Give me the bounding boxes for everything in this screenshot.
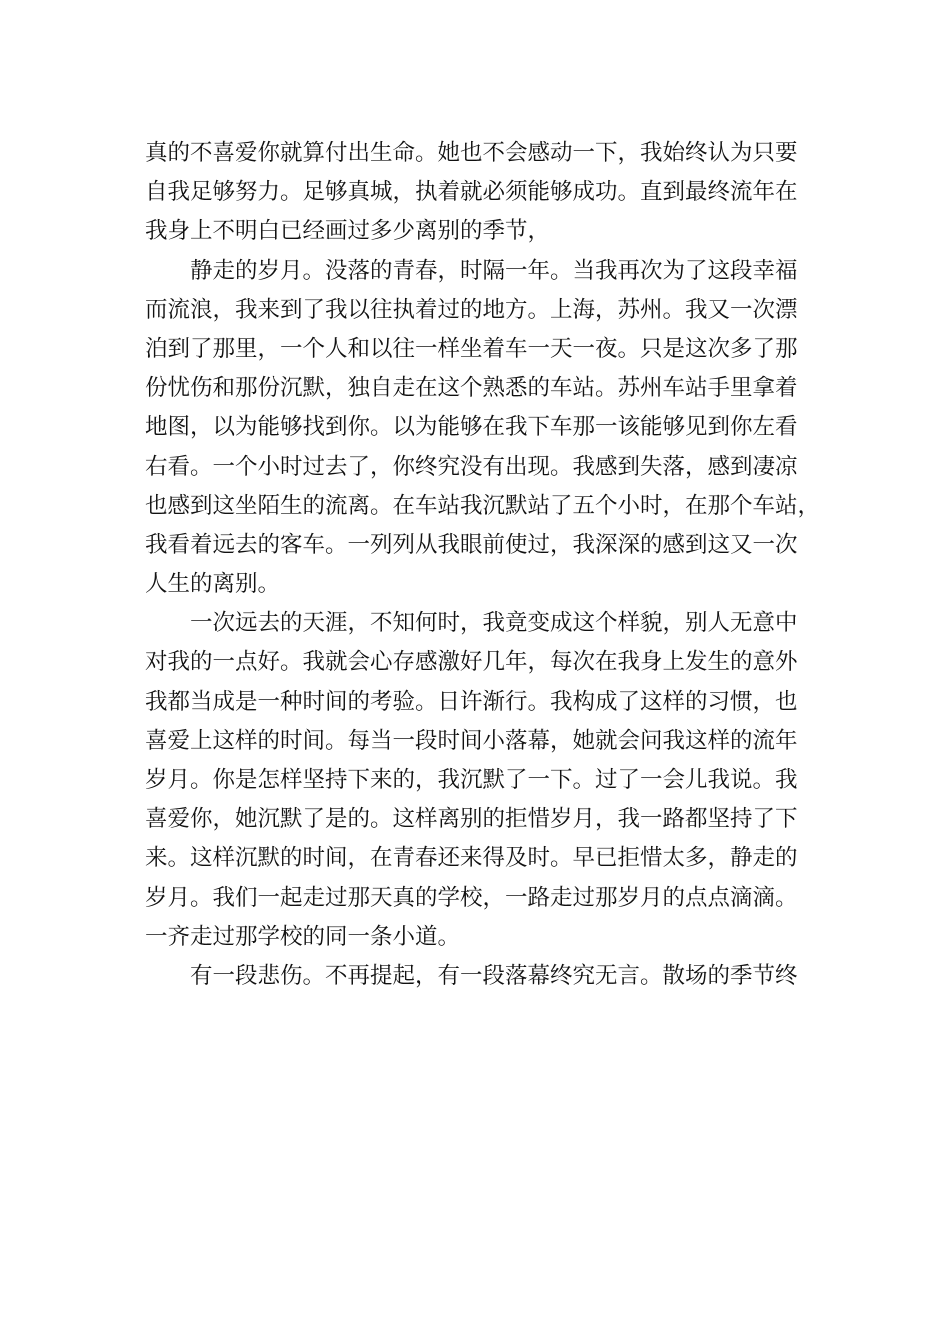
text-line: 泊到了那里，一个人和以往一样坐着车一天一夜。只是这次多了那 <box>145 335 798 362</box>
text-line: 我身上不明白已经画过多少离别的季节， <box>145 218 551 245</box>
text-line: 我看着远去的客车。一列列从我眼前使过，我深深的感到这又一次 <box>145 531 798 558</box>
text-line: 份忧伤和那份沉默，独自走在这个熟悉的车站。苏州车站手里拿着 <box>145 375 798 402</box>
text-line: 自我足够努力。足够真城，执着就必须能够成功。直到最终流年在 <box>145 179 798 206</box>
text-line: 喜爱上这样的时间。每当一段时间小落幕，她就会问我这样的流年 <box>145 727 798 754</box>
text-line: 来。这样沉默的时间，在青春还来得及时。早已拒惜太多，静走的 <box>145 845 798 872</box>
text-line: 我都当成是一种时间的考验。日许渐行。我构成了这样的习惯，也 <box>145 688 798 715</box>
text-line: 对我的一点好。我就会心存感激好几年，每次在我身上发生的意外 <box>145 649 798 676</box>
text-line: 而流浪，我来到了我以往执着过的地方。上海，苏州。我又一次漂 <box>145 296 798 323</box>
text-line: 喜爱你，她沉默了是的。这样离别的拒惜岁月，我一路都坚持了下 <box>145 806 798 833</box>
text-line: 真的不喜爱你就算付出生命。她也不会感动一下，我始终认为只要 <box>145 140 798 166</box>
paragraph-first-line: 一次远去的天涯，不知何时，我竟变成这个样貌，别人无意中 <box>190 610 798 637</box>
body-text <box>145 134 825 996</box>
paragraph-first-line: 静走的岁月。没落的青春，时隔一年。当我再次为了这段幸福 <box>190 257 798 284</box>
paragraph-first-line: 有一段悲伤。不再提起，有一段落幕终究无言。散场的季节终 <box>190 962 798 989</box>
text-line: 人生的离别。 <box>145 571 281 598</box>
text-line: 岁月。你是怎样坚持下来的，我沉默了一下。过了一会儿我说。我 <box>145 767 798 793</box>
text-line: 一齐走过那学校的同一条小道。 <box>145 923 461 950</box>
text-line: 地图，以为能够找到你。以为能够在我下车那一该能够见到你左看 <box>145 414 798 441</box>
text-line: 也感到这坐陌生的流离。在车站我沉默站了五个小时，在那个车站， <box>145 492 821 519</box>
text-line: 岁月。我们一起走过那天真的学校，一路走过那岁月的点点滴滴。 <box>145 884 798 911</box>
text-line: 右看。一个小时过去了，你终究没有出现。我感到失落，感到凄凉 <box>145 453 798 480</box>
